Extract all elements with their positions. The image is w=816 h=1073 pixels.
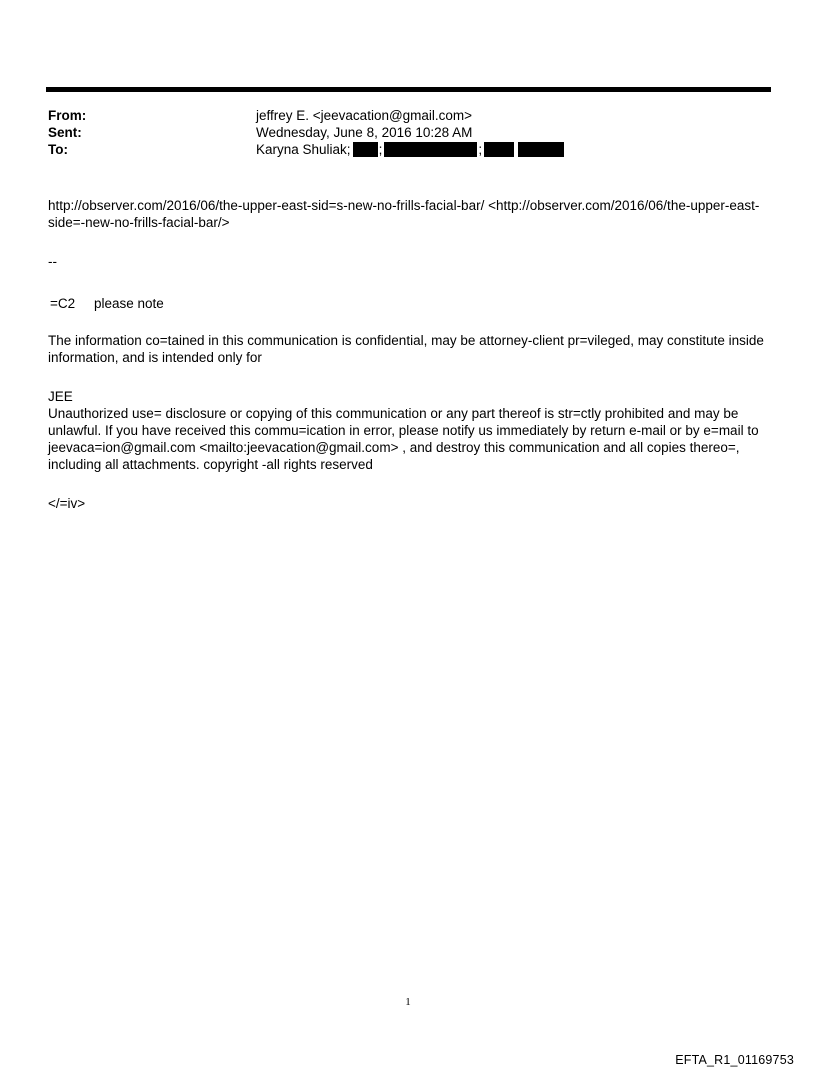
initials: JEE: [48, 389, 73, 404]
note-line: [48, 295, 772, 312]
email-header: [48, 107, 768, 158]
note-text: please note: [94, 296, 164, 311]
from-row: [48, 107, 768, 124]
note-code: =C2: [50, 296, 76, 311]
header-rule: [46, 87, 771, 92]
article-link: http://observer.com/2016/06/the-upper-east-sid=s-new-no-frills-facial-bar/ <http://observer.com/2016/06/the-upper-east-side=-new-no-frills-facial-bar/>: [48, 198, 760, 230]
document-id: EFTA_R1_01169753: [675, 1053, 794, 1067]
email-body: [48, 197, 772, 512]
to-separator: ;: [478, 142, 483, 157]
from-label: From:: [48, 108, 87, 123]
redaction-block: [484, 142, 514, 157]
page-number: 1: [405, 996, 411, 1008]
confidentiality-notice: The information co=tained in this communication is confidential, may be attorney-client pr=vileged, may constitute inside information, and is intended only for: [48, 333, 764, 365]
sent-label: Sent:: [48, 125, 82, 140]
redaction-block: [518, 142, 564, 157]
to-value-group: [256, 141, 768, 158]
redaction-block: [353, 142, 378, 157]
sent-value: Wednesday, June 8, 2016 10:28 AM: [256, 125, 473, 140]
closing-tag: </=iv>: [48, 496, 86, 511]
to-recipient: Karyna Shuliak;: [256, 142, 351, 157]
signature-dashes: --: [48, 254, 57, 269]
unauthorized-notice: Unauthorized use= disclosure or copying of this communication or any part thereof is str=ctly prohibited and may be unlawful. If you have received this commu=ication in error, please notify us immediately by return e-mail or by e=mail to jeevaca=ion@gmail.com <mailto:jeevacation@gmail.com> , and destroy this communication and all copies thereo=, including all attachments. copyright -all rights reserved: [48, 406, 759, 472]
to-separator: ;: [378, 142, 383, 157]
redaction-block: [384, 142, 477, 157]
to-label: To:: [48, 142, 68, 157]
from-value: jeffrey E. <jeevacation@gmail.com>: [256, 108, 473, 123]
to-row: [48, 141, 768, 158]
sent-row: [48, 124, 768, 141]
